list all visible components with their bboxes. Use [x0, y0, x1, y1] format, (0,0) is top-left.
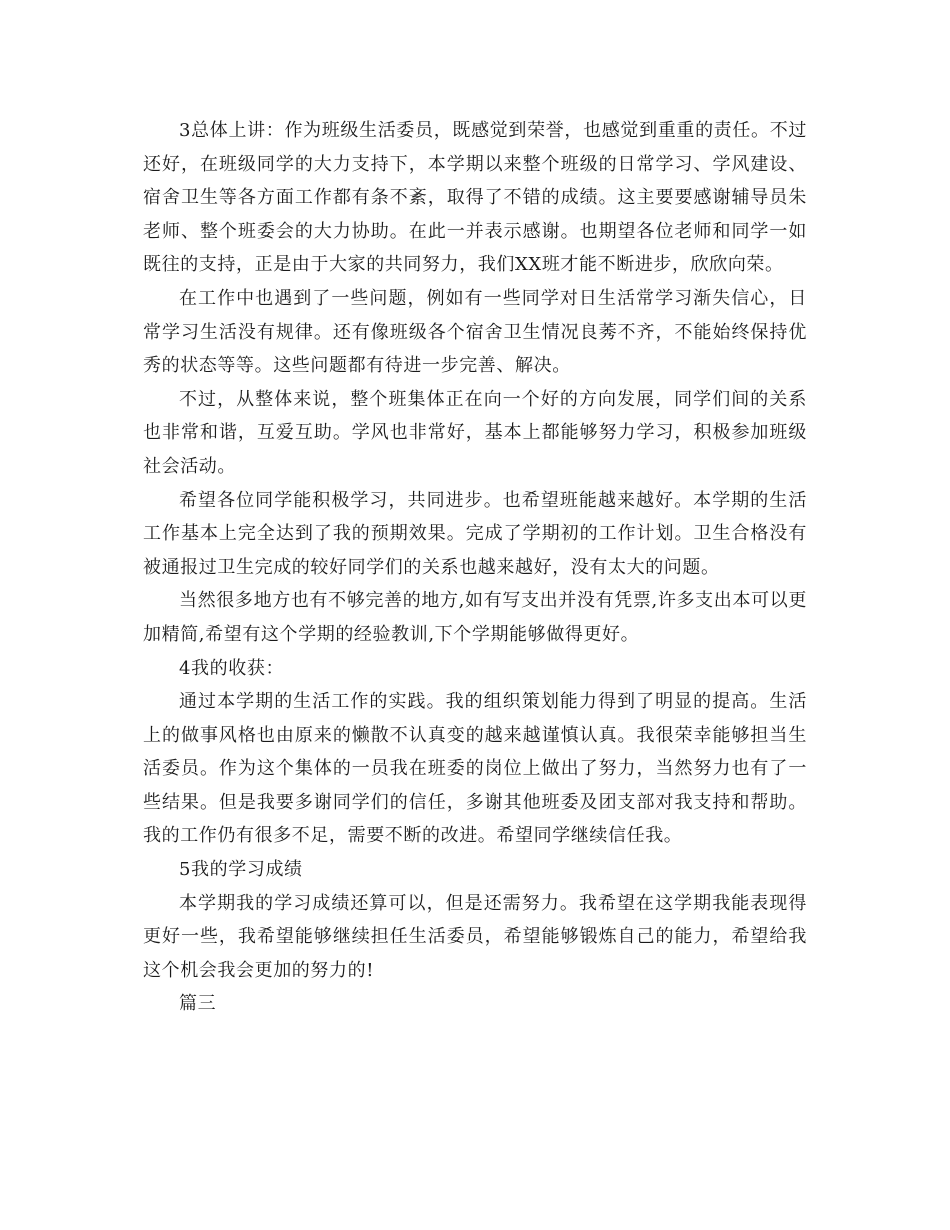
document-body: [143, 114, 807, 1021]
paragraph-problems: 在工作中也遇到了一些问题，例如有一些同学对日生活常学习渐失信心，日常学习生活没有规律。还有像班级各个宿舍卫生情况良莠不齐，不能始终保持优秀的状态等等。这些问题都有待进一步完善、解决。: [143, 287, 807, 377]
paragraph-gains: 通过本学期的生活工作的实践。我的组织策划能力得到了明显的提高。生活上的做事风格也由原来的懒散不认真变的越来越谨慎认真。我很荣幸能够担当生活委员。作为这个集体的一员我在班委的岗位上做出了努力，当然努力也有了一些结果。但是我要多谢同学们的信任，多谢其他班委及团支部对我支持和帮助。我的工作仍有很多不足，需要不断的改进。希望同学继续信任我。: [143, 691, 807, 847]
paragraph-improvements: 当然很多地方也有不够完善的地方,如有写支出并没有凭票,许多支出本可以更加精简,希望有这个学期的经验教训,下个学期能够做得更好。: [143, 590, 807, 645]
paragraph-grades: 本学期我的学习成绩还算可以，但是还需努力。我希望在这学期我能表现得更好一些，我希望能够继续担任生活委员，希望能够锻炼自己的能力，希望给我这个机会我会更加的努力的!: [143, 892, 807, 981]
heading-grades: 5我的学习成绩: [179, 859, 303, 881]
paragraph-overall: 不过，从整体来说，整个班集体正在向一个好的方向发展，同学们间的关系也非常和谐，互爱互助。学风也非常好，基本上都能够努力学习，积极参加班级社会活动。: [143, 388, 807, 477]
heading-part-three: 篇三: [179, 993, 217, 1015]
paragraph-summary: 3总体上讲：作为班级生活委员，既感觉到荣誉，也感觉到重重的责任。不过还好，在班级同学的大力支持下，本学期以来整个班级的日常学习、学风建设、宿舍卫生等各方面工作都有条不紊，取得了不错的成绩。这主要要感谢辅导员朱老师、整个班委会的大力协助。在此一并表示感谢。也期望各位老师和同学一如既往的支持，正是由于大家的共同努力，我们XX班才能不断进步，欣欣向荣。: [143, 120, 807, 276]
paragraph-hopes: 希望各位同学能积极学习，共同进步。也希望班能越来越好。本学期的生活工作基本上完全达到了我的预期效果。完成了学期初的工作计划。卫生合格没有被通报过卫生完成的较好同学们的关系也越来越好，没有太大的问题。: [143, 489, 807, 578]
heading-gains: 4我的收获：: [179, 657, 285, 679]
